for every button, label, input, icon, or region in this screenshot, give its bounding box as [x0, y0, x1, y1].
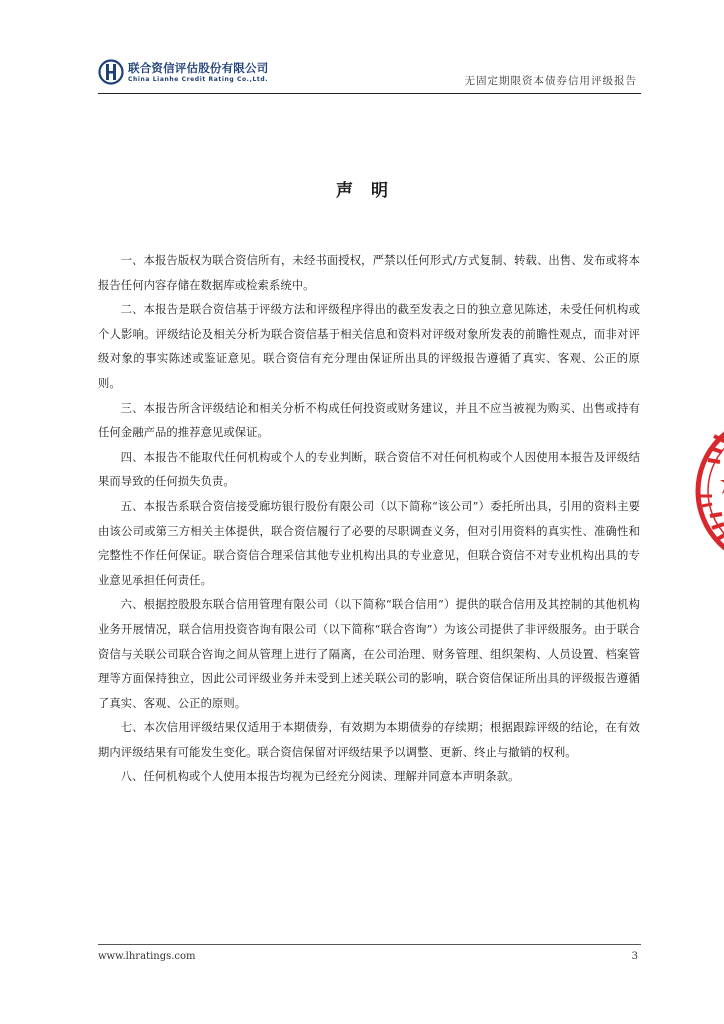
statement-paragraph-5: 五、本报告系联合资信接受廊坊银行股份有限公司（以下简称“该公司”）委托所出具，引用的资料主要由该公司或第三方相关主体提供，联合资信履行了必要的尽职调查义务，但对引用资料的真实性、准确性和完整性不作任何保证。联合资信合理采信其他专业机构出具的专业意见，但联合资信不对专业机构出具的专业意见承担任何责任。 — [98, 499, 640, 587]
statement-paragraph-1: 一、本报告版权为联合资信所有，未经书面授权，严禁以任何形式/方式复制、转载、出售、发布或将本报告任何内容存储在数据库或检索系统中。 — [98, 254, 640, 292]
statement-paragraph-3: 三、本报告所含评级结论和相关分析不构成任何投资或财务建议，并且不应当被视为购买、出售或持有任何金融产品的推荐意见或保证。 — [98, 401, 640, 440]
footer-url: www.lhratings.com — [98, 951, 196, 962]
statement-paragraph-6: 六、根据控股股东联合信用管理有限公司（以下简称“联合信用”）提供的联合信用及其控制的其他机构业务开展情况，联合信用投资咨询有限公司（以下简称“联合咨询”）为该公司提供了非评级服务。由于联合资信与关联公司联合咨询之间从管理上进行了隔离，在公司治理、财务管理、组织架构、人员设置、档案管理等方面保持独立，因此公司评级业务并未受到上述关联公司的影响，联合资信保证所出具的评级报告遵循了真实、客观、公正的原则。 — [98, 598, 640, 710]
footer-divider — [98, 944, 641, 945]
header-divider — [98, 93, 641, 94]
statement-paragraph-8: 八、任何机构或个人使用本报告均视为已经充分阅读、理解并同意本声明条款。 — [120, 770, 520, 784]
page-title: 声明 — [336, 181, 406, 201]
red-seal-stamp-icon — [692, 396, 724, 586]
statement-paragraph-7: 七、本次信用评级结果仅适用于本期债券，有效期为本期债券的存续期；根据跟踪评级的结论，在有效期内评级结果有可能发生变化。联合资信保留对评级结果予以调整、更新、终止与撤销的权利。 — [98, 721, 640, 759]
statement-paragraph-2: 二、本报告是联合资信基于评级方法和评级程序得出的截至发表之日的独立意见陈述，未受任何机构或个人影响。评级结论及相关分析为联合资信基于相关信息和资料对评级对象所发表的前瞻性观点，而非对评级对象的事实陈述或鉴证意见。联合资信有充分理由保证所出具的评级报告遵循了真实、客观、公正的原则。 — [98, 303, 640, 390]
company-name-cn: 联合资信评估股份有限公司 — [128, 61, 269, 75]
report-title: 无固定期限资本债券信用评级报告 — [464, 75, 637, 87]
page-number: 3 — [631, 951, 638, 962]
lianhe-logo-icon — [98, 59, 124, 85]
page-header — [98, 56, 641, 96]
company-name-en: China Lianhe Credit Rating Co.,Ltd. — [128, 76, 269, 83]
statement-body — [98, 249, 640, 790]
statement-paragraph-4: 四、本报告不能取代任何机构或个人的专业判断，联合资信不对任何机构或个人因使用本报告及评级结果而导致的任何损失负责。 — [98, 450, 640, 489]
